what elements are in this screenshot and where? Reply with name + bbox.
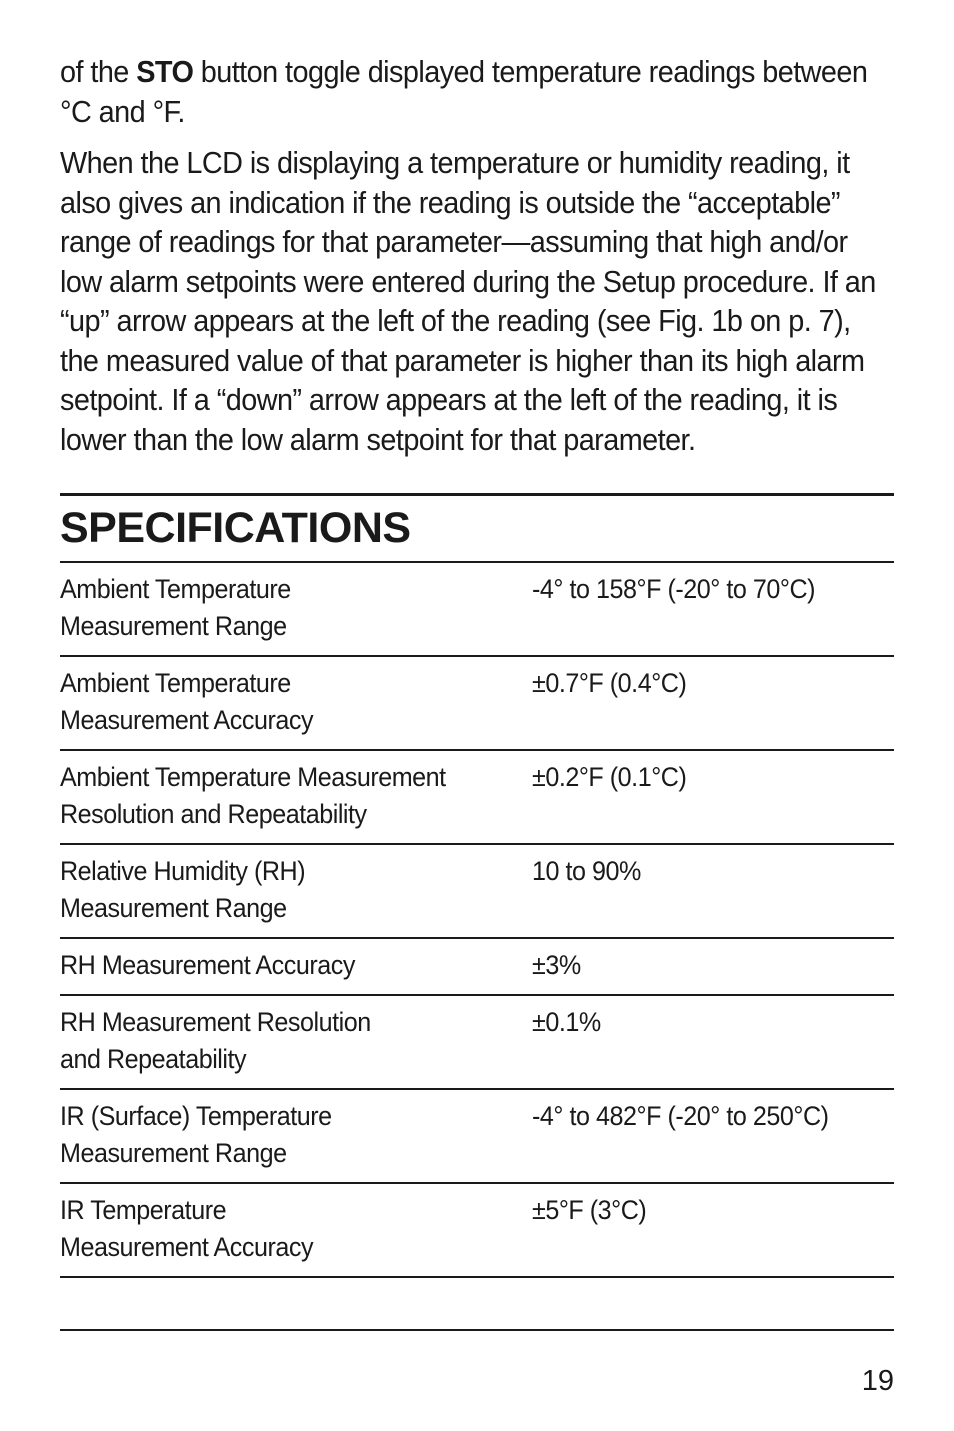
spec-label-line: and Repeatability — [60, 1044, 247, 1074]
spec-row — [60, 939, 894, 996]
para1-prefix: of the — [60, 54, 137, 89]
spec-label-line: Resolution and Repeatability — [60, 799, 367, 829]
page-content — [60, 52, 894, 1278]
spec-value: 10 to 90% — [532, 856, 641, 886]
sto-button-name: STO — [136, 54, 194, 89]
spec-value: ±5°F (3°C) — [532, 1195, 647, 1225]
spec-label — [60, 1192, 499, 1266]
para1-suffix: button toggle displayed temperature readings between °C and °F. — [60, 54, 868, 129]
spec-value: -4° to 158°F (-20° to 70°C) — [532, 574, 816, 604]
spec-label — [60, 759, 499, 833]
spec-row — [60, 563, 894, 657]
spec-label-line: IR (Surface) Temperature — [60, 1101, 332, 1131]
spec-value: ±3% — [532, 950, 581, 980]
spec-label — [60, 665, 499, 739]
spec-label-line: Relative Humidity (RH) — [60, 856, 306, 886]
spec-row — [60, 1184, 894, 1278]
spec-value: ±0.1% — [532, 1007, 601, 1037]
spec-label-line: Measurement Accuracy — [60, 705, 314, 735]
spec-label-line: Measurement Range — [60, 611, 287, 641]
spec-row — [60, 657, 894, 751]
spec-label — [60, 571, 499, 645]
spec-value: ±0.2°F (0.1°C) — [532, 762, 687, 792]
spec-row — [60, 751, 894, 845]
spec-label-line: Ambient Temperature Measurement — [60, 762, 446, 792]
spec-value: ±0.7°F (0.4°C) — [532, 668, 687, 698]
spec-row — [60, 1090, 894, 1184]
spec-label-line: Ambient Temperature — [60, 668, 291, 698]
specifications-heading: SPECIFICATIONS — [60, 504, 411, 552]
spec-label-line: RH Measurement Resolution — [60, 1007, 371, 1037]
section-divider — [60, 493, 894, 496]
spec-label-line: Measurement Range — [60, 1138, 287, 1168]
spec-row — [60, 845, 894, 939]
spec-label — [60, 1004, 499, 1078]
spec-label — [60, 1098, 499, 1172]
spec-label — [60, 853, 499, 927]
spec-label — [60, 947, 499, 984]
paragraph-sto-toggle — [60, 52, 894, 131]
paragraph-alarm-indication: When the LCD is displaying a temperature or humidity reading, it also gives an indication if the reading is outside the “acceptable” range of readings for that parameter—assuming that high and/or low alarm setpoints were entered during the Setup procedure. If an “up” arrow appears at the left of the reading (see Fig. 1b on p. 7), the measured value of that parameter is higher than its high alarm setpoint. If a “down” arrow appears at the left of the reading, it is lower than the low alarm setpoint for that parameter. — [60, 145, 876, 457]
spec-value: -4° to 482°F (-20° to 250°C) — [532, 1101, 829, 1131]
spec-label-line: Measurement Range — [60, 893, 287, 923]
page-number: 19 — [861, 1365, 894, 1397]
footer-rule — [60, 1329, 894, 1331]
spec-label-line: Measurement Accuracy — [60, 1232, 314, 1262]
specifications-table — [60, 561, 894, 1278]
spec-row — [60, 996, 894, 1090]
spec-label-line: IR Temperature — [60, 1195, 227, 1225]
spec-label-line: Ambient Temperature — [60, 574, 291, 604]
spec-label-line: RH Measurement Accuracy — [60, 950, 355, 980]
